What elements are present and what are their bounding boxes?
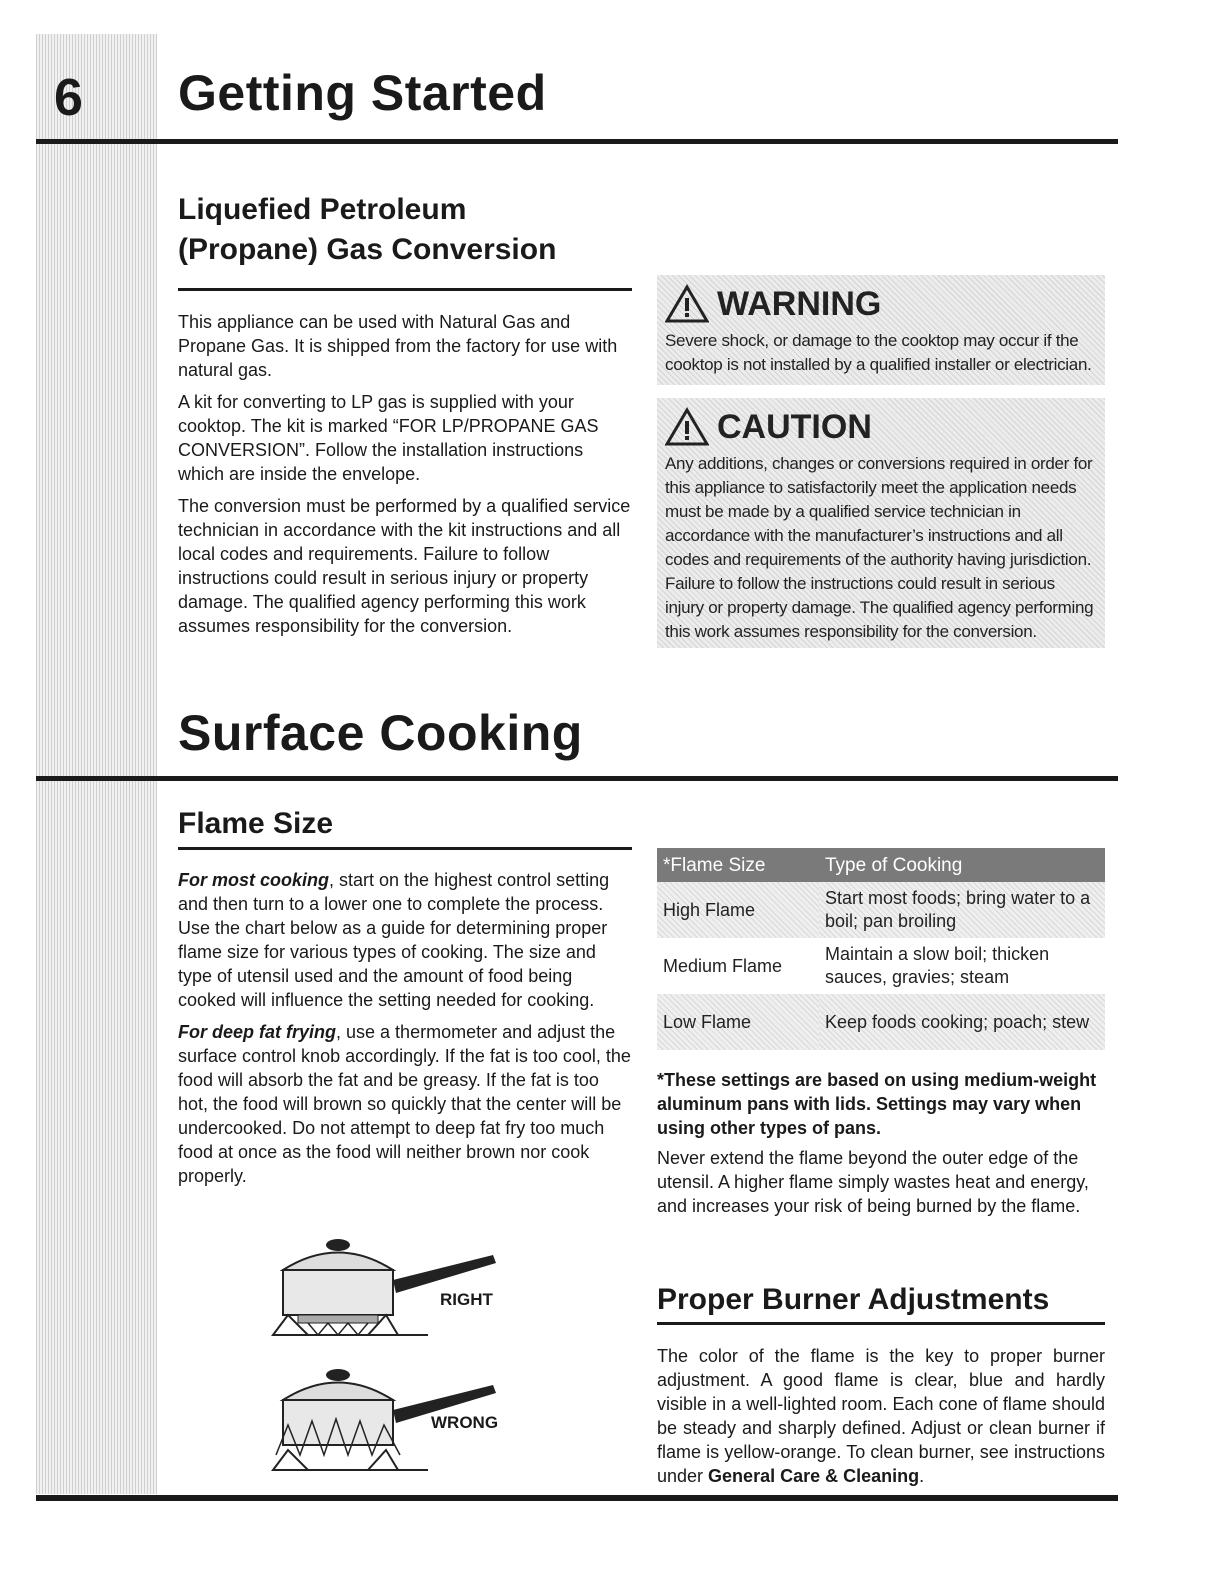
table-cell: High Flame <box>657 882 819 938</box>
right-label: RIGHT <box>440 1290 493 1309</box>
most-cooking-lead: For most cooking <box>178 870 330 890</box>
table-cell: Medium Flame <box>663 955 783 976</box>
burner-rule <box>657 1322 1105 1325</box>
caution-box <box>657 398 1105 648</box>
table-row <box>657 938 1105 994</box>
settings-note: *These settings are based on using medium-weight aluminum pans with lids. Settings may vary when using other types of pans. <box>657 1070 1097 1138</box>
subsection-title-line2: (Propane) Gas Conversion <box>178 233 557 266</box>
table-cell: Low Flame <box>657 994 819 1050</box>
page-bottom-rule <box>36 1495 1118 1501</box>
warning-triangle-icon <box>665 284 709 324</box>
warning-label: WARNING <box>717 284 882 323</box>
deep-fat-paragraph <box>178 1020 633 1188</box>
burner-body: The color of the flame is the key to proper burner adjustment. A good flame is clear, blue and hardly visible in a well-lighted room. Each cone of flame should be steady and sharply defined. Adjust or clean burner if flame is yellow-orange. To clean burner, see instructions under <box>657 1346 1105 1486</box>
burner-end: . <box>919 1466 925 1486</box>
section-title-getting-started: Getting Started <box>178 65 547 121</box>
burner-text <box>657 1344 1105 1488</box>
burner-title: Proper Burner Adjustments <box>657 1283 1050 1316</box>
most-cooking-body: , start on the highest control setting and then turn to a lower one to complete the process. Use the chart below as a guide for determining proper flame size for various types of cooking. The size and type of utensil used and the amount of food being cooked will influence the setting needed for cooking. <box>178 870 610 1010</box>
table-row <box>657 994 1105 1050</box>
section-divider <box>36 776 1118 781</box>
lp-paragraph: A kit for converting to LP gas is supplied with your cooktop. The kit is marked “FOR LP/PROPANE GAS CONVERSION”. Follow the installation instructions which are inside the envelope. <box>178 392 599 484</box>
pan-right-illustration <box>273 1239 496 1335</box>
table-header: *Flame Size <box>657 848 819 882</box>
pan-illustrations <box>268 1225 508 1475</box>
subsection-title-line1: Liquefied Petroleum <box>178 193 467 226</box>
table-cell: Start most foods; bring water to a boil; pan broiling <box>819 882 1105 938</box>
flame-advice: Never extend the flame beyond the outer edge of the utensil. A higher flame simply wastes heat and energy, and increases your risk of being burned by the flame. <box>657 1148 1089 1216</box>
flame-size-rule <box>178 847 632 850</box>
wrong-label: WRONG <box>431 1413 499 1432</box>
caution-text: Any additions, changes or conversions required in order for this appliance to satisfactorily meet the application needs must be made by a qualified service technician in accordance with the manufacturer’s instructions and all codes and requirements of the authority having jurisdiction. Failure to follow the instructions could result in serious injury or property damage. The qualified agency performing this work assumes responsibility for the conversion. <box>665 454 1094 641</box>
subsection-title <box>178 190 556 270</box>
caution-triangle-icon <box>665 407 709 447</box>
table-cell: Keep foods cooking; poach; stew <box>819 994 1105 1050</box>
section-title-surface-cooking: Surface Cooking <box>178 705 583 761</box>
caution-title <box>665 402 1097 452</box>
table-cell: Maintain a slow boil; thicken sauces, gravies; steam <box>825 944 1050 987</box>
table-row <box>657 882 1105 938</box>
deep-fat-lead: For deep fat frying <box>178 1022 337 1042</box>
table-header-row <box>657 848 1105 882</box>
lp-conversion-text <box>178 310 633 646</box>
care-cleaning-reference: General Care & Cleaning <box>708 1466 920 1486</box>
most-cooking-paragraph <box>178 868 633 1012</box>
warning-box <box>657 275 1105 385</box>
page-number: 6 <box>54 69 83 127</box>
side-margin-band <box>36 34 157 1494</box>
subsection-rule <box>178 288 632 291</box>
warning-title <box>665 279 1097 329</box>
lp-paragraph: The conversion must be performed by a qualified service technician in accordance with the kit instructions and all local codes and requirements. Failure to follow instructions could result in serious injury or property damage. The qualified agency performing this work assumes responsibility for the conversion. <box>178 496 631 636</box>
flame-size-title: Flame Size <box>178 807 334 840</box>
flame-size-table <box>657 848 1105 1050</box>
deep-fat-body: , use a thermometer and adjust the surface control knob accordingly. If the fat is too cool, the food will absorb the fat and be greasy. If the fat is too hot, the food will brown so quickly that the center will be undercooked. Do not attempt to deep fat fry too much food at once as the food will neither brown nor cook properly. <box>178 1022 631 1186</box>
lp-paragraph: This appliance can be used with Natural Gas and Propane Gas. It is shipped from the factory for use with natural gas. <box>178 312 618 380</box>
flame-size-text <box>178 868 633 1196</box>
section-divider <box>36 139 1118 144</box>
caution-label: CAUTION <box>717 407 872 446</box>
warning-text: Severe shock, or damage to the cooktop may occur if the cooktop is not installed by a qualified installer or electrician. <box>665 331 1092 374</box>
table-header: Type of Cooking <box>819 848 1105 882</box>
